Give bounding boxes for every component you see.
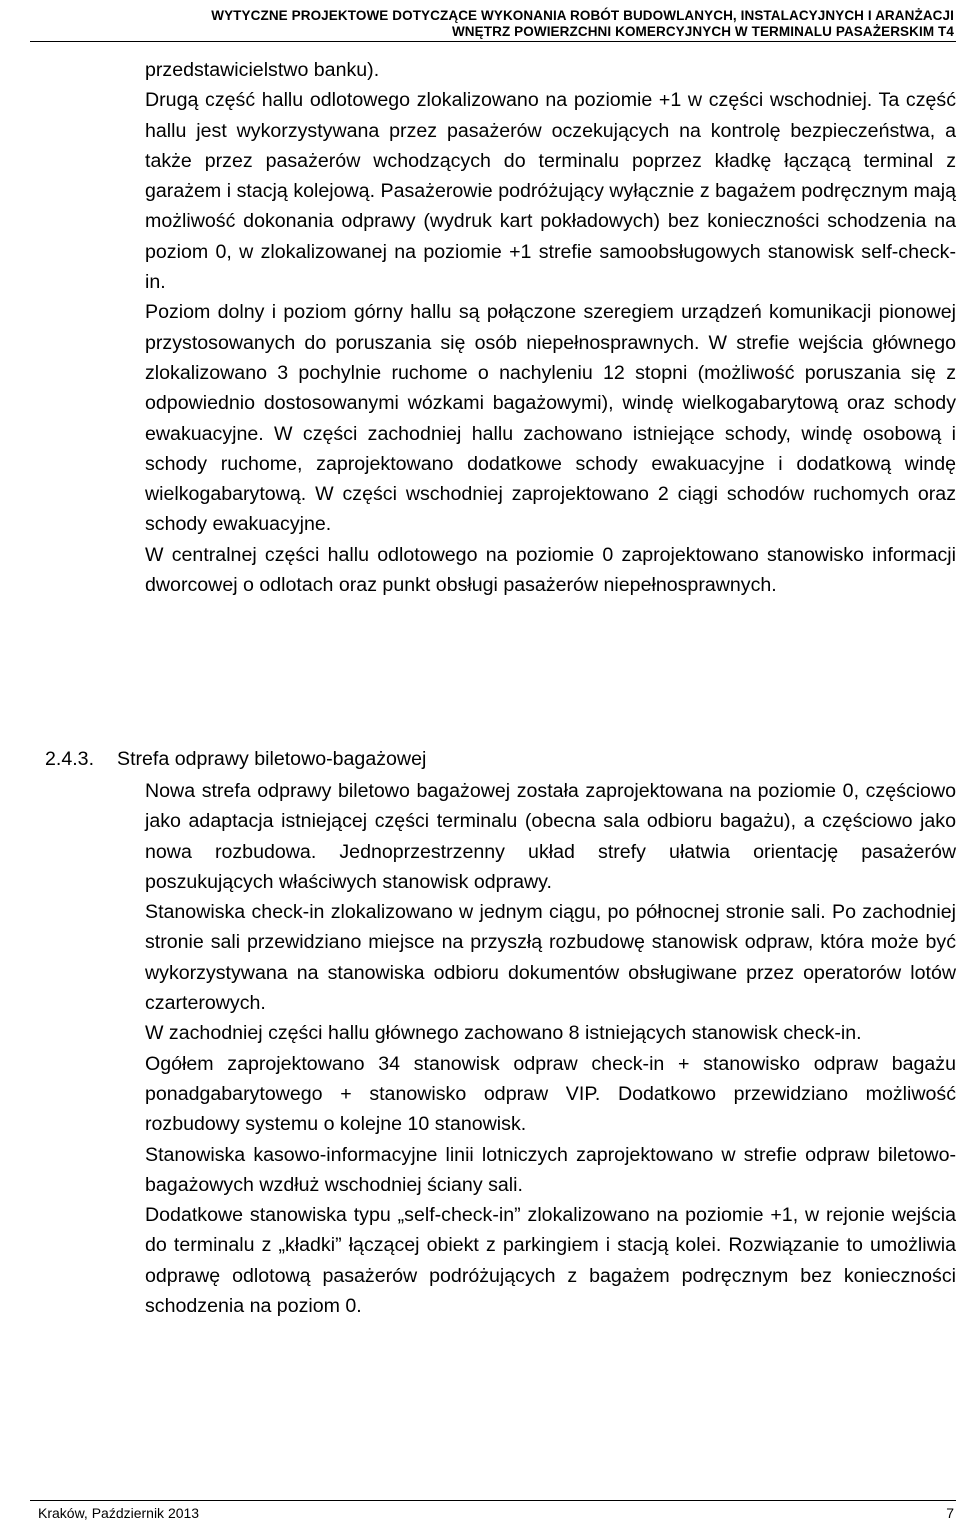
footer-page-number: 7	[946, 1505, 954, 1521]
footer-rule	[30, 1500, 956, 1501]
header-line-1: WYTYCZNE PROJEKTOWE DOTYCZĄCE WYKONANIA ROBÓT BUDOWLANYCH, INSTALACYJNYCH I ARANŻACJI	[211, 8, 954, 23]
section-number: 2.4.3.	[45, 748, 95, 770]
paragraph-departure-hall-east: Drugą część hallu odlotowego zlokalizowano na poziomie +1 w części wschodniej. Ta część hallu jest wykorzystywana przez pasażerów oczekujących na kontrolę bezpieczeństwa, a także przez pasażerów wchodzących do terminalu poprzez kładkę łączącą terminal z garażem i stacją kolejową. Pasażerowie podróżujący wyłącznie z bagażem podręcznym mają możliwość dokonania odprawy (wydruk kart pokładowych) bez konieczności schodzenia na poziom 0, w zlokalizowanej na poziomie +1 strefie samoobsługowych stanowisk self-check-in.	[145, 89, 956, 294]
footer-location-date: Kraków, Październik 2013	[38, 1505, 200, 1521]
section-title: Strefa odprawy biletowo-bagażowej	[117, 748, 427, 770]
paragraph-vertical-communication: Poziom dolny i poziom górny hallu są połączone szeregiem urządzeń komunikacji pionowej przystosowanych do poruszania się osób niepełnosprawnych. W strefie wejścia głównego zlokalizowano 3 pochylnie ruchome o nachyleniu 12 stopni (możliwość poruszania się z odpowiednio dostosowanymi wózkami bagażowymi), windę wielkogabarytową oraz schody ewakuacyjne. W części zachodniej hallu zachowano istniejące schody, windę osobową i schody ruchome, zaprojektowano dodatkowe schody ewakuacyjne i dodatkową windę wielkogabarytową. W części wschodniej zaprojektowano 2 ciągi schodów ruchomych oraz schody ewakuacyjne.	[145, 301, 956, 536]
page-header	[0, 8, 954, 40]
paragraph-self-checkin: Dodatkowe stanowiska typu „self-check-in” zlokalizowano na poziomie +1, w rejonie wejścia do terminalu z „kładki” łączącej obiekt z parkingiem i stacją kolei. Rozwiązanie to umożliwia odprawę odlotową pasażerów podróżujących z bagażem podręcznym bez konieczności schodzenia na poziom 0.	[145, 1204, 956, 1318]
paragraph-airline-desks: Stanowiska kasowo-informacyjne linii lotniczych zaprojektowano w strefie odpraw biletowo-bagażowych wzdłuż wschodniej ściany sali.	[145, 1143, 956, 1196]
paragraph-new-checkin-zone: Nowa strefa odprawy biletowo bagażowej została zaprojektowana na poziomie 0, częściowo jako adaptacja istniejącej części terminalu (obecna sala odbioru bagażu), a częściowo jako nowa rozbudowa. Jednoprzestrzenny układ strefy ułatwia orientację pasażerów poszukujących właściwych stanowisk odprawy.	[145, 780, 956, 893]
paragraph-checkin-desks: Stanowiska check-in zlokalizowano w jednym ciągu, po północnej stronie sali. Po zachodniej stronie sali przewidziano miejsce na przyszłą rozbudowę stanowisk odpraw, która może być wykorzystywana na stanowiska odbioru dokumentów obsługiwane przez operatorów lotów czarterowych.	[145, 901, 956, 1015]
header-line-2: WNĘTRZ POWIERZCHNI KOMERCYJNYCH W TERMINALU PASAŻERSKIM T4	[451, 24, 954, 39]
paragraph-bank-continuation: przedstawicielstwo banku).	[145, 59, 380, 81]
paragraph-west-hall-desks: W zachodniej części hallu głównego zachowano 8 istniejących stanowisk check-in.	[145, 1022, 862, 1045]
section-heading	[45, 744, 426, 774]
paragraph-information-point: W centralnej części hallu odlotowego na poziomie 0 zaprojektowano stanowisko informacji dworcowej o odlotach oraz punkt obsługi pasażerów niepełnosprawnych.	[145, 543, 956, 597]
paragraph-total-desks: Ogółem zaprojektowano 34 stanowisk odpraw check-in + stanowisko odpraw bagażu ponadgabarytowego + stanowisko odpraw VIP. Dodatkowo przewidziano możliwość rozbudowy systemu o kolejne 10 stanowisk.	[145, 1052, 956, 1136]
intro-text	[145, 55, 956, 600]
section-body	[145, 776, 956, 1321]
header-rule	[30, 41, 956, 42]
